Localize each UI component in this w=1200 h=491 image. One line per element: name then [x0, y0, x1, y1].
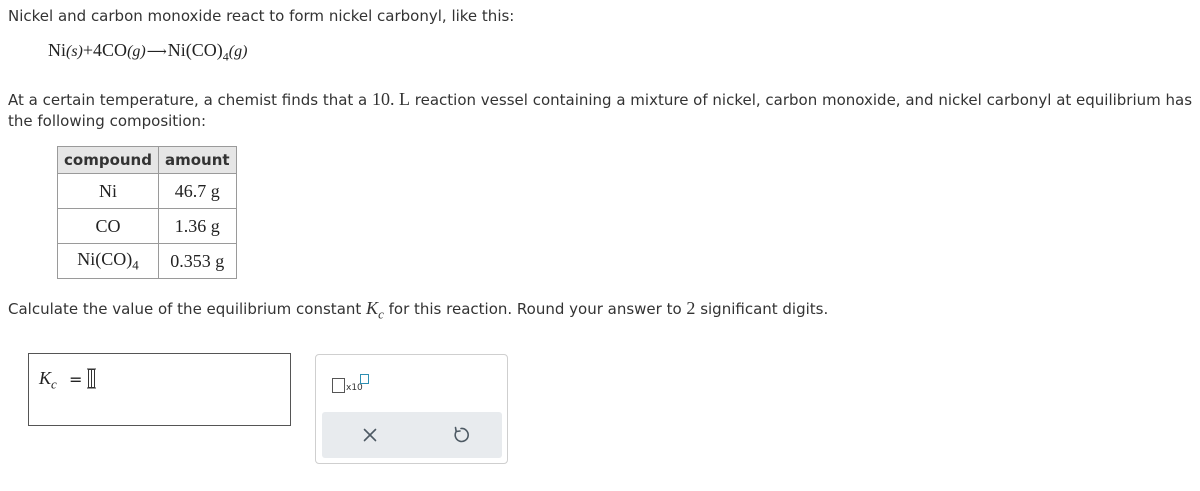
x10-label: x10	[346, 383, 363, 393]
reactant-co: CO	[102, 40, 128, 60]
exponent-box-icon	[360, 374, 369, 384]
amount-cell: 0.353 g	[158, 244, 236, 279]
base-box-icon	[332, 378, 345, 393]
undo-icon	[446, 420, 476, 450]
compound-cell: $Ni(CO)_4$	[58, 244, 159, 279]
plus-sign: +	[82, 40, 94, 60]
text-cursor-icon	[87, 368, 96, 389]
compound-cell: CO	[58, 209, 159, 244]
question-text: Calculate the value of the equilibrium constant $K_c$ for this reaction. Round your answer to 2 significant digits.	[8, 298, 829, 322]
math-tool-panel	[315, 354, 508, 464]
composition-table	[57, 146, 237, 279]
scientific-notation-button[interactable]	[332, 369, 372, 397]
table-row	[58, 209, 237, 244]
answer-kc-label: $K_c$	[39, 368, 57, 392]
compound-cell: Ni	[58, 174, 159, 209]
table-row	[58, 174, 237, 209]
intro-text: Nickel and carbon monoxide react to form nickel carbonyl, like this:	[8, 7, 515, 25]
answer-box[interactable]	[28, 353, 291, 426]
clear-button[interactable]	[355, 420, 385, 450]
equals-sign: =	[69, 370, 83, 389]
reactant-co-state: (g)	[127, 43, 146, 60]
vessel-volume: 10. L	[372, 89, 411, 109]
product-subscript: 4	[222, 49, 229, 64]
reactant-ni-state: (s)	[66, 43, 83, 60]
product-state: (g)	[228, 43, 248, 60]
paragraph-part2: reaction vessel containing a mixture of nickel, carbon monoxide, and nickel carbonyl at equilibrium has the following composition:	[8, 91, 1193, 130]
problem-paragraph	[8, 89, 1193, 132]
reaction-arrow-icon: ⟶	[146, 45, 167, 60]
sig-digits: 2	[686, 298, 696, 318]
answer-input[interactable]	[87, 368, 96, 389]
reactant-ni: Ni	[48, 40, 66, 60]
paragraph-part1: At a certain temperature, a chemist finds that a	[8, 91, 373, 109]
co-coefficient: 4	[93, 40, 103, 60]
reaction-equation	[48, 40, 247, 65]
table-header-row	[58, 147, 237, 174]
tool-actions-bar	[322, 412, 502, 458]
amount-cell: 46.7 g	[158, 174, 236, 209]
header-amount: amount	[158, 147, 236, 174]
kc-symbol: $K_c$	[366, 298, 384, 322]
header-compound: compound	[58, 147, 159, 174]
amount-cell: 1.36 g	[158, 209, 236, 244]
product-nickel-carbonyl: Ni(CO)	[167, 40, 223, 60]
reset-button[interactable]	[446, 420, 476, 450]
table-row	[58, 244, 237, 279]
close-icon	[355, 420, 385, 450]
